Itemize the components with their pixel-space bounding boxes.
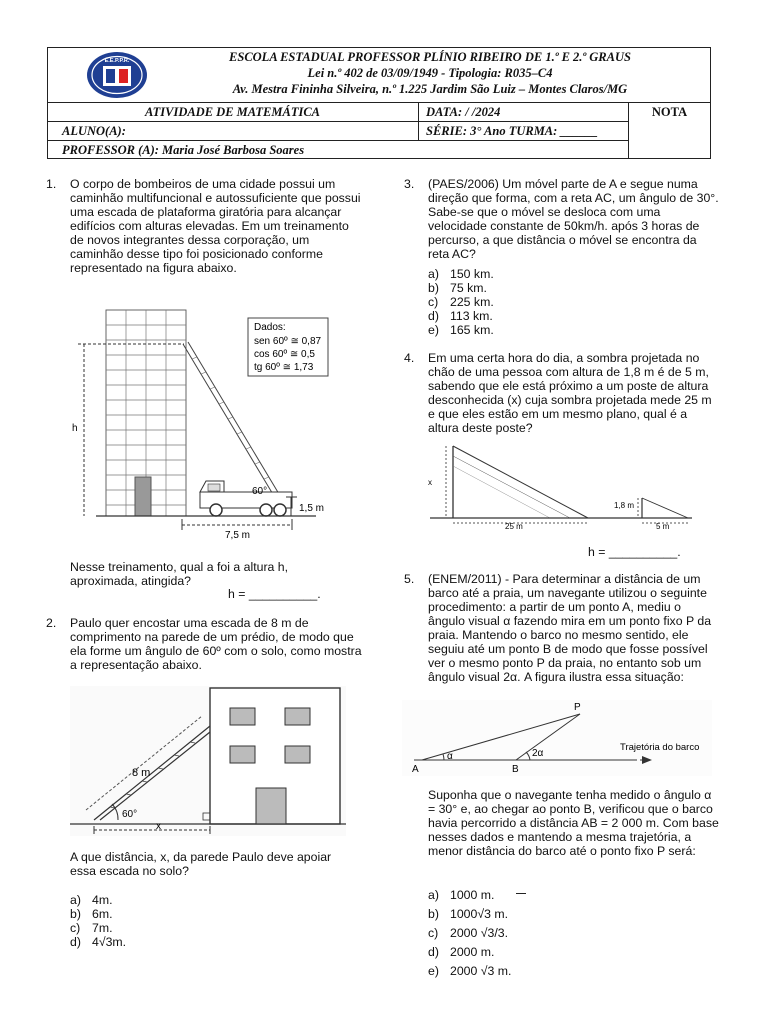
header-line-2 (47, 121, 628, 122)
q3-option-b[interactable] (428, 281, 494, 295)
q3-option-c[interactable] (428, 295, 494, 309)
q2-option-d[interactable] (70, 935, 126, 949)
teacher-field: PROFESSOR (A): Maria José Barbosa Soares (62, 143, 305, 157)
option-letter: d) (428, 945, 439, 959)
q1-height-label: 1,5 m (299, 503, 325, 514)
q2-number: 2. (46, 616, 57, 630)
q4-answer: h = __________. (588, 545, 681, 559)
header-vline-1 (418, 102, 419, 140)
q1-data-sen: sen 60º ≅ 0,87 (254, 336, 322, 347)
address-line: Av. Mestra Fininha Silveira, n.º 1.225 Jardim São Luiz – Montes Claros/MG (232, 82, 628, 96)
q4-person-label: 1,8 m (614, 501, 635, 510)
option-text: 4√3m. (92, 935, 127, 949)
option-text: 7m. (92, 921, 113, 935)
header-line-1 (47, 102, 711, 103)
q1-distance-label: 7,5 m (225, 530, 251, 541)
school-name: ESCOLA ESTADUAL PROFESSOR PLÍNIO RIBEIRO DE 1.º E 2.º GRAUS (229, 50, 631, 64)
q1-h-label: h (72, 423, 78, 434)
q2-option-b[interactable] (70, 907, 126, 921)
q3-number: 3. (404, 177, 415, 191)
law-line: Lei n.º 402 de 03/09/1949 - Tipologia: R035–C4 (307, 66, 553, 80)
q2-option-c[interactable] (70, 921, 126, 935)
q2-angle-label: 60° (122, 809, 138, 820)
stray-dash (516, 893, 526, 894)
q5-point-a: A (412, 764, 419, 775)
option-letter: a) (428, 267, 439, 281)
option-letter: b) (70, 907, 81, 921)
grade-label: NOTA (651, 105, 688, 119)
q1-angle-label: 60° (252, 486, 268, 497)
q5-figure (402, 700, 712, 776)
activity-title: ATIVIDADE DE MATEMÁTICA (144, 105, 321, 119)
option-text: 2000 √3/3. (450, 926, 509, 940)
q2-length-label: 8 m (132, 767, 151, 779)
q3-option-e[interactable] (428, 323, 494, 337)
q1-question: Nesse treinamento, qual a foi a altura h, aproximada, atingida? (70, 560, 289, 588)
q3-option-a[interactable] (428, 267, 494, 281)
q5-option-e[interactable] (428, 962, 511, 981)
option-letter: d) (70, 935, 81, 949)
q5-option-a[interactable] (428, 886, 511, 905)
option-text: 165 km. (450, 323, 494, 337)
q2-question: A que distância, x, da parede Paulo deve apoiar essa escada no solo? (70, 850, 332, 878)
q5-option-c[interactable] (428, 924, 511, 943)
q5-point-b: B (512, 764, 519, 775)
option-text: 75 km. (450, 281, 487, 295)
option-text: 6m. (92, 907, 113, 921)
q5-number: 5. (404, 572, 415, 586)
q2-x-label: x (156, 821, 161, 832)
q1-data-title: Dados: (254, 322, 286, 333)
q2-options (70, 893, 126, 949)
q5-text-2: Suponha que o navegante tenha medido o ângulo α = 30° e, ao chegar ao ponto B, verificou que o barco havia percorrido a distância AB = 2 000 m. Com base nesses dados e mantendo a mesma trajetória, a menor distância do barco até o ponto fixo P será: (428, 788, 719, 858)
option-letter: b) (428, 281, 439, 295)
q1-answer: h = __________. (228, 587, 321, 601)
q5-point-p: P (574, 702, 581, 713)
q5-option-b[interactable] (428, 905, 511, 924)
option-letter: c) (428, 295, 439, 309)
option-text: 113 km. (450, 309, 493, 323)
q3-option-d[interactable] (428, 309, 494, 323)
q1-data-cos: cos 60º ≅ 0,5 (254, 349, 315, 360)
q5-text: (ENEM/2011) - Para determinar a distância de um barco até a praia, um navegante utilizou o seguinte procedimento: a partir de um ponto A, mediu o ângulo visual α fazendo mira em um ponto fixo P da praia. Mantendo o barco no mesmo sentido, ele seguiu até um ponto B de modo que fosse possível ver o mesmo ponto P da praia, no entanto sob um ângulo visual 2α. A figura ilustra essa situação: (428, 572, 712, 684)
q5-path-label: Trajetória do barco (620, 742, 700, 753)
q4-x-label: x (428, 478, 432, 487)
header-line-3 (47, 140, 628, 141)
q4-shadow-big-label: 25 m (505, 522, 523, 531)
series-field: SÉRIE: 3° Ano TURMA: ______ (426, 124, 598, 138)
option-letter: e) (428, 964, 439, 978)
option-text: 1000 m. (450, 888, 495, 902)
q5-alpha-label: α (447, 751, 453, 762)
q4-shadow-small-label: 5 m (656, 522, 670, 531)
option-letter: d) (428, 309, 439, 323)
option-text: 1000√3 m. (450, 907, 509, 921)
q2-figure (70, 686, 346, 836)
q3-options (428, 267, 494, 337)
option-text: 2000 √3 m. (450, 964, 512, 978)
q2-option-a[interactable] (70, 893, 126, 907)
q4-number: 4. (404, 351, 415, 365)
option-letter: b) (428, 907, 439, 921)
q5-option-d[interactable] (428, 943, 511, 962)
date-field: DATA: / /2024 (426, 105, 501, 119)
q4-text: Em uma certa hora do dia, a sombra projetada no chão de uma pessoa com altura de 1,8 m é de 5 m, sabendo que ele está próximo a um poste de altura desconhecida (x) cuja sombra projetada mede 25 m e que eles estão em um mesmo plano, qual é a altura deste poste? (428, 351, 712, 435)
q3-text: (PAES/2006) Um móvel parte de A e segue numa direção que forma, com a reta AC, um ângulo de 30°. Sabe-se que o móvel se desloca com uma velocidade constante de 50km/h. após 3 horas de percurso, a que distância o móvel se encontra da reta AC? (428, 177, 719, 261)
q2-text: Paulo quer encostar uma escada de 8 m de comprimento na parede de um prédio, de modo que ela forme um ângulo de 60º com o solo, como mostra a representação abaixo. (70, 616, 362, 672)
option-letter: a) (70, 893, 81, 907)
option-letter: a) (428, 888, 439, 902)
option-letter: e) (428, 323, 439, 337)
option-text: 4m. (92, 893, 113, 907)
option-text: 225 km. (450, 295, 494, 309)
q4-figure (420, 440, 700, 532)
q5-two-alpha-label: 2α (532, 748, 544, 759)
logo-text: E.E.P.P.R. (104, 58, 130, 64)
option-letter: c) (428, 926, 439, 940)
q1-figure (66, 306, 336, 546)
option-letter: c) (70, 921, 81, 935)
q1-text: O corpo de bombeiros de uma cidade possui um caminhão multifuncional e autossuficiente que possui uma escada de plataforma giratória para alcançar edifícios com alturas elevadas. Em um treinamento de novos integrantes dessa corporação, um caminhão desse tipo foi posicionado conforme representado na figura abaixo. (70, 177, 361, 275)
student-field: ALUNO(A): (62, 124, 126, 138)
option-text: 2000 m. (450, 945, 495, 959)
option-text: 150 km. (450, 267, 494, 281)
q5-options (428, 886, 511, 981)
school-logo (86, 50, 148, 100)
q1-number: 1. (46, 177, 57, 191)
q1-data-tg: tg 60º ≅ 1,73 (254, 362, 314, 373)
